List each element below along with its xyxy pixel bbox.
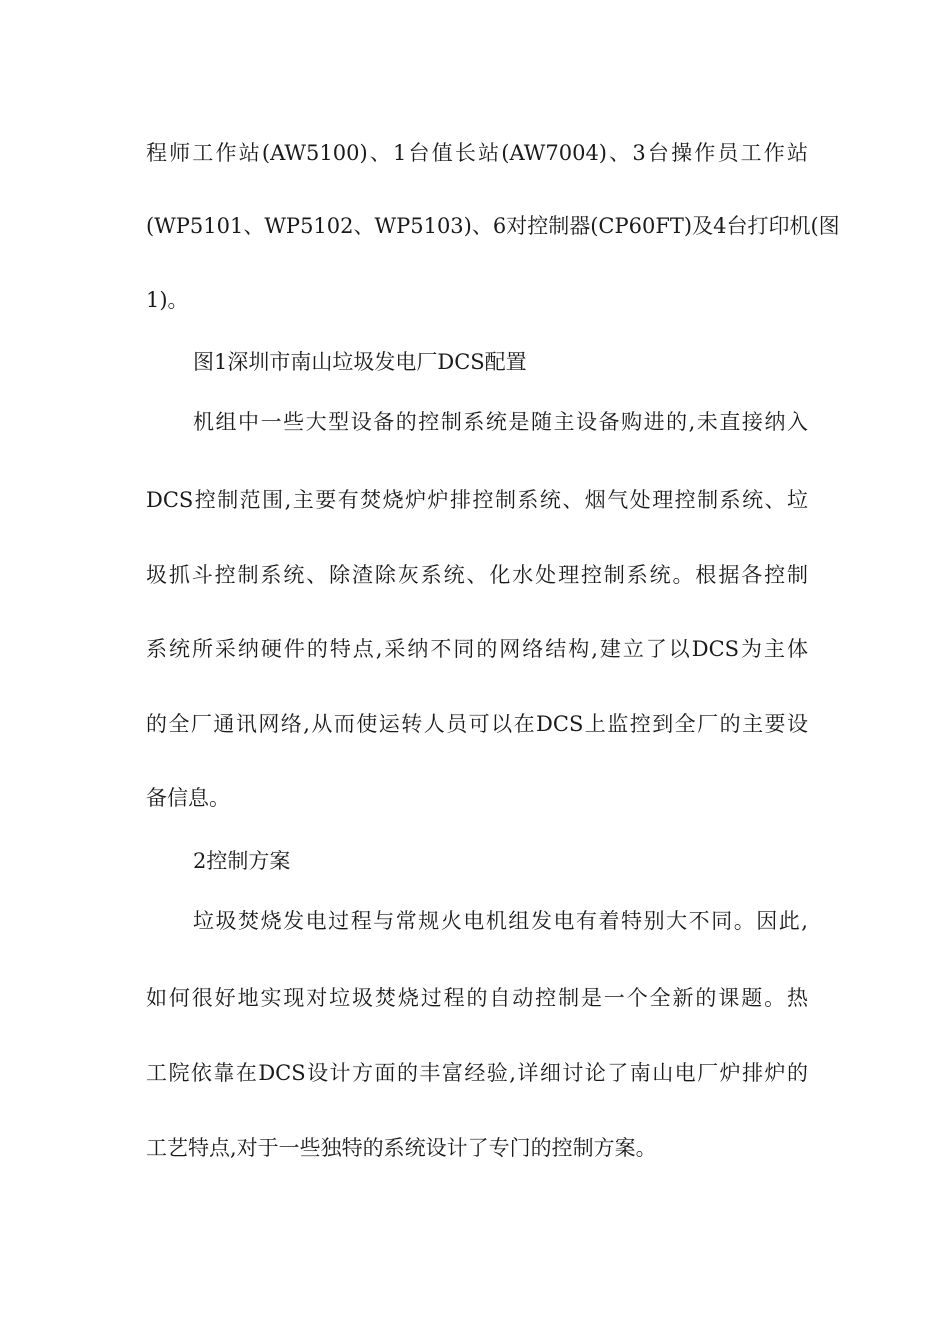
text-line-7: 圾抓斗控制系统、除渣除灰系统、化水处理控制系统。根据各控制 [146, 563, 808, 587]
text-line-15: 工艺特点,对于一些独特的系统设计了专门的控制方案。 [146, 1136, 657, 1160]
text-line-9: 的全厂通讯网络,从而使运转人员可以在DCS上监控到全厂的主要设 [146, 712, 808, 736]
text-line-2: (WP5101、WP5102、WP5103)、6对控制器(CP60FT)及4台打印机(图 [146, 214, 840, 238]
section-heading: 2控制方案 [193, 849, 291, 873]
text-line-13: 如何很好地实现对垃圾焚烧过程的自动控制是一个全新的课题。热 [146, 986, 808, 1010]
text-line-5: 机组中一些大型设备的控制系统是随主设备购进的,未直接纳入 [193, 410, 808, 434]
text-line-6: DCS控制范围,主要有焚烧炉炉排控制系统、烟气处理控制系统、垃 [146, 488, 808, 512]
text-line-14: 工院依靠在DCS设计方面的丰富经验,详细讨论了南山电厂炉排炉的 [146, 1061, 808, 1085]
text-line-1: 程师工作站(AW5100)、1台值长站(AW7004)、3台操作员工作站 [146, 141, 808, 165]
text-line-3: 1)。 [146, 288, 189, 312]
text-line-10: 备信息。 [146, 786, 230, 810]
figure-caption: 图1深圳市南山垃圾发电厂DCS配置 [193, 350, 527, 374]
text-line-12: 垃圾焚烧发电过程与常规火电机组发电有着特别大不同。因此, [193, 909, 808, 933]
text-line-8: 系统所采纳硬件的特点,采纳不同的网络结构,建立了以DCS为主体 [146, 637, 808, 661]
